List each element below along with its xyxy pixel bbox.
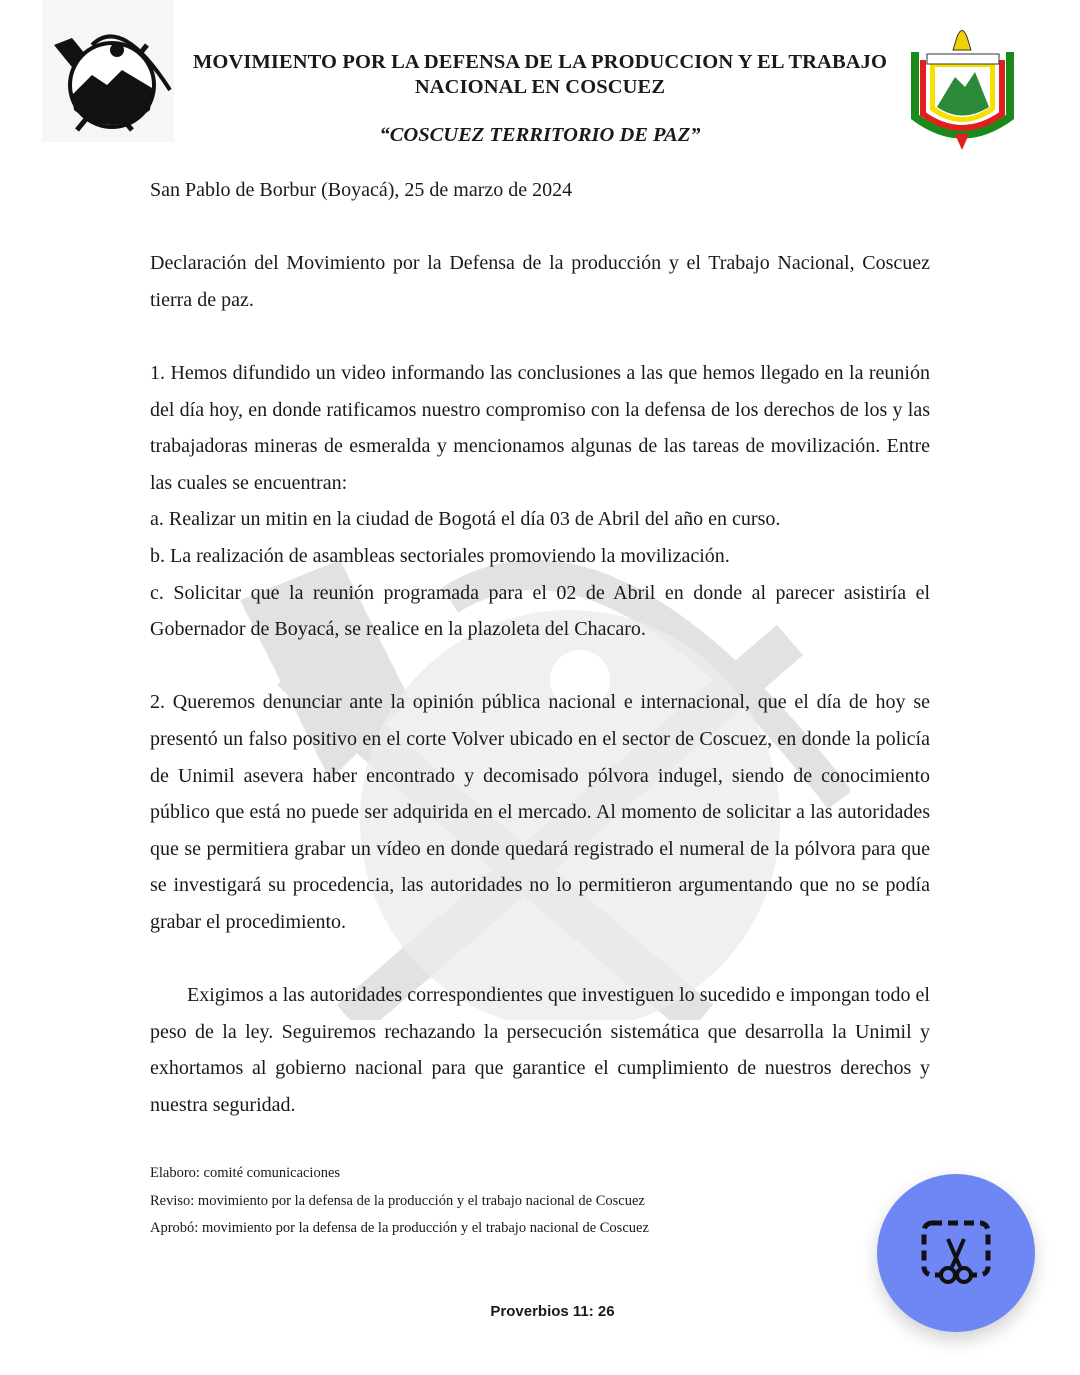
point-2: 2. Queremos denunciar ante la opinión pública nacional e internacional, que el día de hoy se presentó un falso positivo en el corte Volver ubicado en el sector de Coscuez, en donde la policía de Unimil asevera haber encontrado y decomisado pólvora indugel, siendo de conocimiento público que está no puede ser adquirida en el mercado. Al momento de solicitar a las autoridades que se permitiera grabar un vídeo en donde quedará registrado el numeral de la pólvora para que se investigará su procedencia, las autoridades no lo permitieron argumentando que no se podía grabar el procedimiento. xyxy=(150,691,930,933)
elaboro-line: Elaboro: comité comunicaciones xyxy=(150,1165,341,1181)
header-motto: “COSCUEZ TERRITORIO DE PAZ” xyxy=(379,124,701,146)
point-1c: c. Solicitar que la reunión programada para el 02 de Abril en donde al parecer asistiría el Gobernador de Boyacá, se realice en la plazoleta del Chacaro. xyxy=(150,581,930,641)
header-title-line2: NACIONAL EN COSCUEZ xyxy=(414,76,666,98)
movement-logo xyxy=(42,0,174,142)
signature-block xyxy=(150,1160,649,1243)
screenshot-button[interactable] xyxy=(877,1174,1035,1332)
document-body xyxy=(150,172,930,1123)
point-1b: b. La realización de asambleas sectoriales promoviendo la movilización. xyxy=(150,544,730,567)
date-line: San Pablo de Borbur (Boyacá), 25 de marzo de 2024 xyxy=(150,179,573,201)
municipal-coat-of-arms xyxy=(905,22,1020,152)
verse-reference: Proverbios 11: 26 xyxy=(490,1303,615,1320)
point-1a: a. Realizar un mitin en la ciudad de Bogotá el día 03 de Abril del año en curso. xyxy=(150,508,781,531)
intro-paragraph: Declaración del Movimiento por la Defensa de la producción y el Trabajo Nacional, Coscuez tierra de paz. xyxy=(150,252,930,311)
reviso-line: Reviso: movimiento por la defensa de la producción y el trabajo nacional de Coscuez xyxy=(150,1192,645,1209)
closing-paragraph: Exigimos a las autoridades correspondientes que investiguen lo sucedido e impongan todo el peso de la ley. Seguiremos rechazando la persecución sistemática que desarrolla la Unimil y exhortamos al gobierno nacional para que garantice el cumplimiento de nuestros derechos y nuestra seguridad. xyxy=(150,984,930,1116)
screenshot-scissors-icon xyxy=(920,1219,992,1287)
point-1: 1. Hemos difundido un video informando las conclusiones a las que hemos llegado en la reunión del día hoy, en donde ratificamos nuestro compromiso con la defensa de los derechos de los y las trabajadoras mineras de esmeralda y mencionamos algunas de las tareas de movilización. Entre las cuales se encuentran: xyxy=(150,361,930,494)
aprobo-line: Aprobó: movimiento por la defensa de la producción y el trabajo nacional de Coscuez xyxy=(150,1220,649,1236)
header-title-line1: MOVIMIENTO POR LA DEFENSA DE LA PRODUCCION Y EL TRABAJO xyxy=(192,51,888,73)
